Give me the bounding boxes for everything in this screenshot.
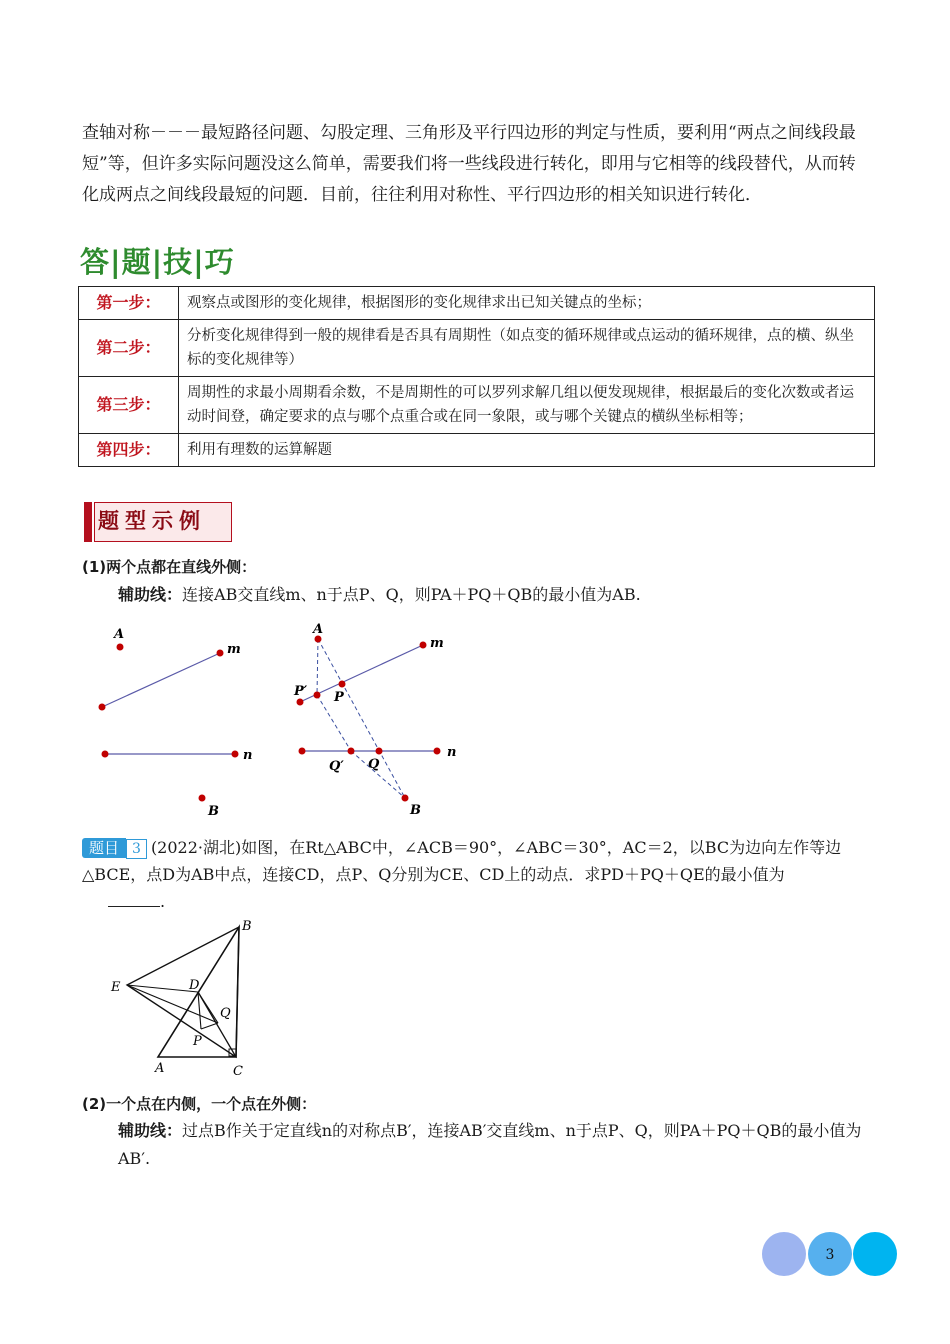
point-m-end-left xyxy=(217,650,224,657)
step-label: 第二步： xyxy=(79,320,179,377)
point-n-end-right xyxy=(434,748,441,755)
intro-paragraph: 查轴对称－－－最短路径问题、勾股定理、三角形及平行四边形的判定与性质，要利用“两点之间线段最短”等，但许多实际问题没这么简单，需要我们将一些线段进行转化，即用与它相等的线段替代，从而转化成两点之间线段最短的问题．目前，往往利用对称性、平行四边形的相关知识进行转化． xyxy=(82,123,856,205)
point-n-end-left xyxy=(232,751,239,758)
label-n-right: n xyxy=(447,745,457,760)
label-B-right: B xyxy=(410,803,421,818)
label-m-left: m xyxy=(227,642,241,657)
table-row xyxy=(79,377,875,434)
point-B-left xyxy=(199,795,206,802)
point-m-start-left xyxy=(99,704,106,711)
point-n-start-left xyxy=(102,751,109,758)
label-Q2: Q′ xyxy=(329,759,344,774)
step-label: 第四步： xyxy=(79,434,179,467)
point-m-end-right xyxy=(420,642,427,649)
steps-table xyxy=(78,286,875,467)
aux-label: 辅助线： xyxy=(118,1121,183,1140)
problem-text: (2022·湖北)如图，在Rt△ABC中，∠ACB＝90°，∠ABC＝30°，AC＝2，以BC为边向左作等边△BCE，点D为AB中点，连接CD，点P、Q分别为CE、CD上的动点．求PD＋PQ＋QE的最小值为 xyxy=(82,838,842,884)
point-P xyxy=(339,681,346,688)
point-B-right xyxy=(402,795,409,802)
aux-text: 连接AB交直线m、n于点P、Q，则PA＋PQ＋QB的最小值为AB. xyxy=(182,585,641,604)
point-n-start-right xyxy=(299,748,306,755)
label-P: P xyxy=(193,1034,202,1049)
point-P2 xyxy=(314,692,321,699)
aux-label: 辅助线： xyxy=(118,585,183,604)
step-text: 利用有理数的运算解题 xyxy=(179,434,875,467)
problem-tag: 题目 xyxy=(82,838,126,858)
label-Q: Q xyxy=(368,757,380,772)
label-P2: P′ xyxy=(294,684,308,699)
point-A-left xyxy=(117,644,124,651)
aux-text: 过点B作关于定直线n的对称点B′，连接AB′交直线m、n于点P、Q，则PA＋PQ＋QB的最小值为AB′. xyxy=(118,1121,862,1168)
step-label: 第三步： xyxy=(79,377,179,434)
dashed-AB xyxy=(318,639,405,798)
examples-banner xyxy=(84,502,232,542)
case2-title: (2)一个点在内侧，一个点在外侧： xyxy=(82,1095,317,1113)
point-Q xyxy=(376,748,383,755)
point-Q2 xyxy=(348,748,355,755)
step-label: 第一步： xyxy=(79,287,179,320)
label-B-left: B xyxy=(208,804,219,819)
banner-bar xyxy=(84,502,92,542)
label-A-left: A xyxy=(114,627,125,642)
problem-block xyxy=(82,834,874,915)
figure-two-points-outside xyxy=(80,615,480,825)
case1-aux xyxy=(118,581,878,609)
label-C: C xyxy=(233,1064,243,1079)
table-row xyxy=(79,320,875,377)
label-B: B xyxy=(242,919,252,934)
label-n-left: n xyxy=(243,748,253,763)
line-m-left xyxy=(102,653,220,707)
badge-circle-left xyxy=(762,1232,806,1276)
label-A-right: A xyxy=(313,622,324,637)
table-row xyxy=(79,434,875,467)
case1-title: (1)两个点都在直线外侧： xyxy=(82,558,257,576)
label-m-right: m xyxy=(430,636,444,651)
label-Q: Q xyxy=(220,1006,231,1021)
label-E: E xyxy=(111,980,121,995)
problem-end: . xyxy=(160,892,166,911)
page-number-badge xyxy=(760,1230,900,1278)
section-heading: 答|题|技|巧 xyxy=(80,245,235,279)
label-P: P xyxy=(334,690,344,705)
table-row xyxy=(79,287,875,320)
figure-triangle xyxy=(105,915,275,1085)
banner-title: 题型示例 xyxy=(98,509,206,533)
case2-aux xyxy=(118,1117,878,1173)
segment-ED xyxy=(127,985,198,992)
dashed-AP2 xyxy=(317,639,318,695)
point-m-start-right xyxy=(297,699,304,706)
step-text: 周期性的求最小周期看余数，不是周期性的可以罗列求解几组以便发现规律，根据最后的变化次数或者运动时间登，确定要求的点与哪个点重合或在同一象限，或与哪个关键点的横纵坐标相等； xyxy=(179,377,875,434)
problem-number: 3 xyxy=(126,839,147,859)
page-number: 3 xyxy=(825,1247,835,1263)
badge-circle-right xyxy=(853,1232,897,1276)
label-D: D xyxy=(189,978,200,993)
label-A: A xyxy=(155,1061,165,1076)
step-text: 分析变化规律得到一般的规律看是否具有周期性（如点变的循环规律或点运动的循环规律，点的横、纵坐标的变化规律等） xyxy=(179,320,875,377)
segment-PQ xyxy=(201,1023,218,1029)
answer-blank xyxy=(108,892,160,907)
step-text: 观察点或图形的变化规律，根据图形的变化规律求出已知关键点的坐标； xyxy=(179,287,875,320)
